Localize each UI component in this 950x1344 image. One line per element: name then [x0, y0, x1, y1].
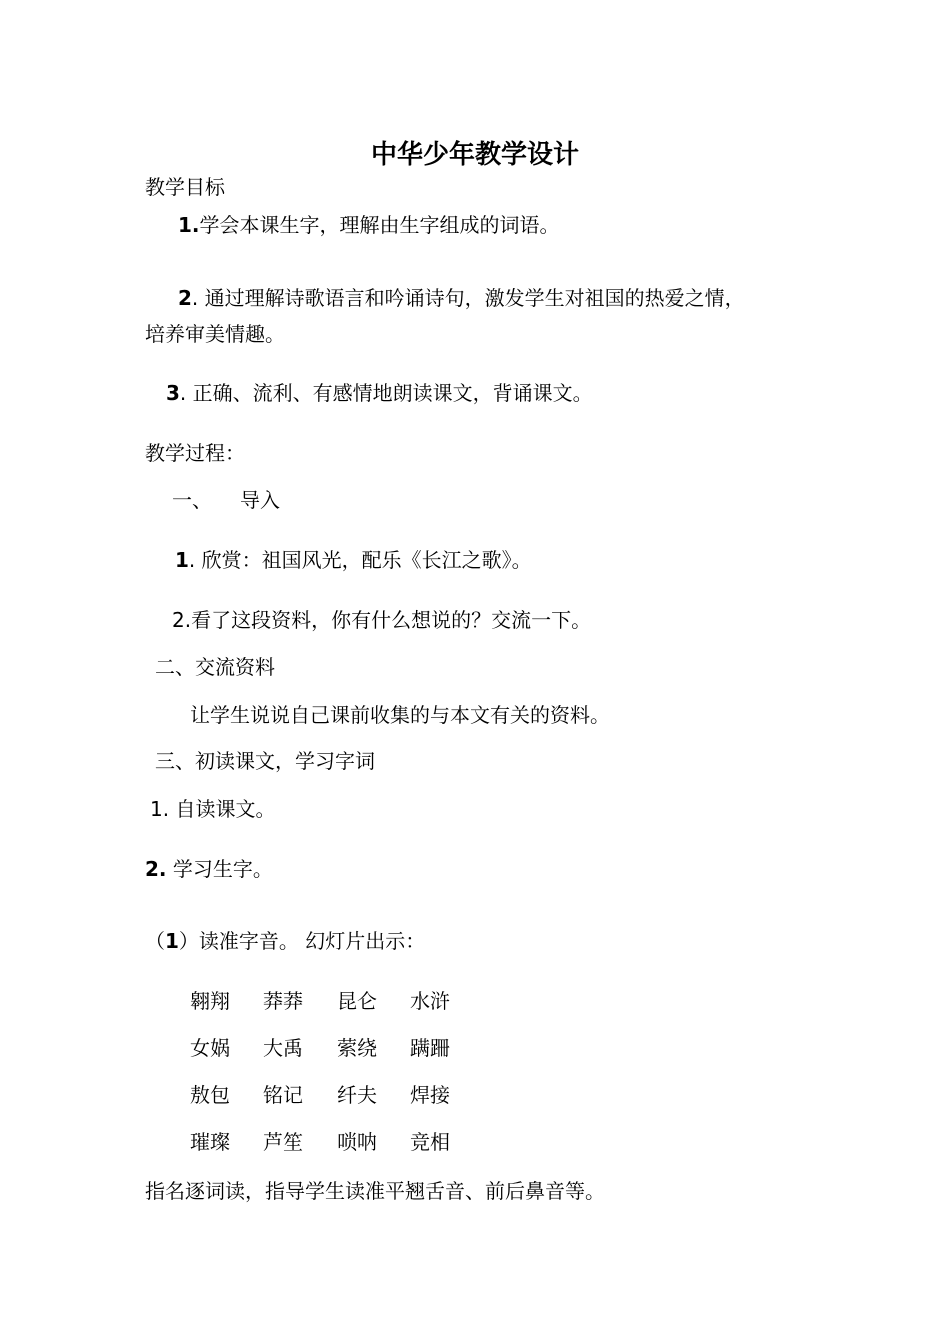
sub-number: 1: [165, 929, 179, 953]
vocab-word: 女娲: [190, 1036, 230, 1060]
objective-text: . 通过理解诗歌语言和吟诵诗句，激发学生对祖国的热爱之情，: [191, 286, 745, 310]
step-number: 2.: [145, 857, 167, 881]
objective-item-3: [166, 380, 593, 406]
vocab-word: 敖包: [190, 1083, 230, 1107]
objective-number: 1.: [178, 213, 200, 237]
vocab-word: 璀璨: [190, 1130, 230, 1154]
step-number: 1: [175, 548, 189, 572]
process-heading: 教学过程：: [145, 441, 245, 465]
section-2-heading: 二、交流资料: [155, 655, 275, 679]
closing-instruction: 指名逐词读，指导学生读准平翘舌音、前后鼻音等。: [145, 1179, 605, 1203]
vocab-word: 竞相: [410, 1130, 450, 1154]
vocab-word: 昆仑: [337, 989, 377, 1013]
objective-item-2-continued: 培养审美情趣。: [145, 322, 285, 346]
section-1-step-2: 2.看了这段资料，你有什么想说的？交流一下。: [172, 608, 592, 632]
objective-item-2: [178, 285, 745, 311]
section-3-step-1: 1. 自读课文。: [150, 797, 276, 821]
objective-text: 学会本课生字，理解由生字组成的词语。: [199, 213, 560, 237]
section-1-label: 一、: [172, 488, 212, 512]
vocab-word: 芦笙: [263, 1130, 303, 1154]
vocab-word: 水浒: [410, 989, 450, 1013]
objective-text: . 正确、流利、有感情地朗读课文，背诵课文。: [179, 381, 593, 405]
vocab-word: 纤夫: [337, 1083, 377, 1107]
step-text: 学习生字。: [166, 857, 273, 881]
objective-number: 3: [166, 381, 180, 405]
vocab-word: 萦绕: [337, 1036, 377, 1060]
page-title: 中华少年教学设计: [370, 140, 579, 170]
objective-number: 2: [178, 286, 192, 310]
vocab-word: 焊接: [410, 1083, 450, 1107]
section-3-sub-1: [145, 928, 425, 954]
vocab-word: 蹒跚: [410, 1036, 450, 1060]
vocab-word: 翱翔: [190, 989, 230, 1013]
section-3-heading: 三、初读课文，学习字词: [155, 749, 375, 773]
section-2-text: 让学生说说自己课前收集的与本文有关的资料。: [190, 703, 610, 727]
section-1-step-1: [175, 547, 532, 573]
section-1-title: 导入: [240, 488, 280, 512]
vocab-word: 唢呐: [337, 1130, 377, 1154]
section-3-step-2: [145, 856, 273, 882]
sub-text: ）读准字音。 幻灯片出示：: [178, 929, 426, 953]
vocab-word: 大禹: [263, 1036, 303, 1060]
sub-open-paren: （: [145, 929, 165, 953]
vocab-word: 莽莽: [263, 989, 303, 1013]
objectives-heading: 教学目标: [145, 175, 225, 199]
step-text: . 欣赏：祖国风光，配乐《长江之歌》。: [188, 548, 532, 572]
objective-item-1: [178, 212, 560, 238]
vocab-word: 铭记: [263, 1083, 303, 1107]
